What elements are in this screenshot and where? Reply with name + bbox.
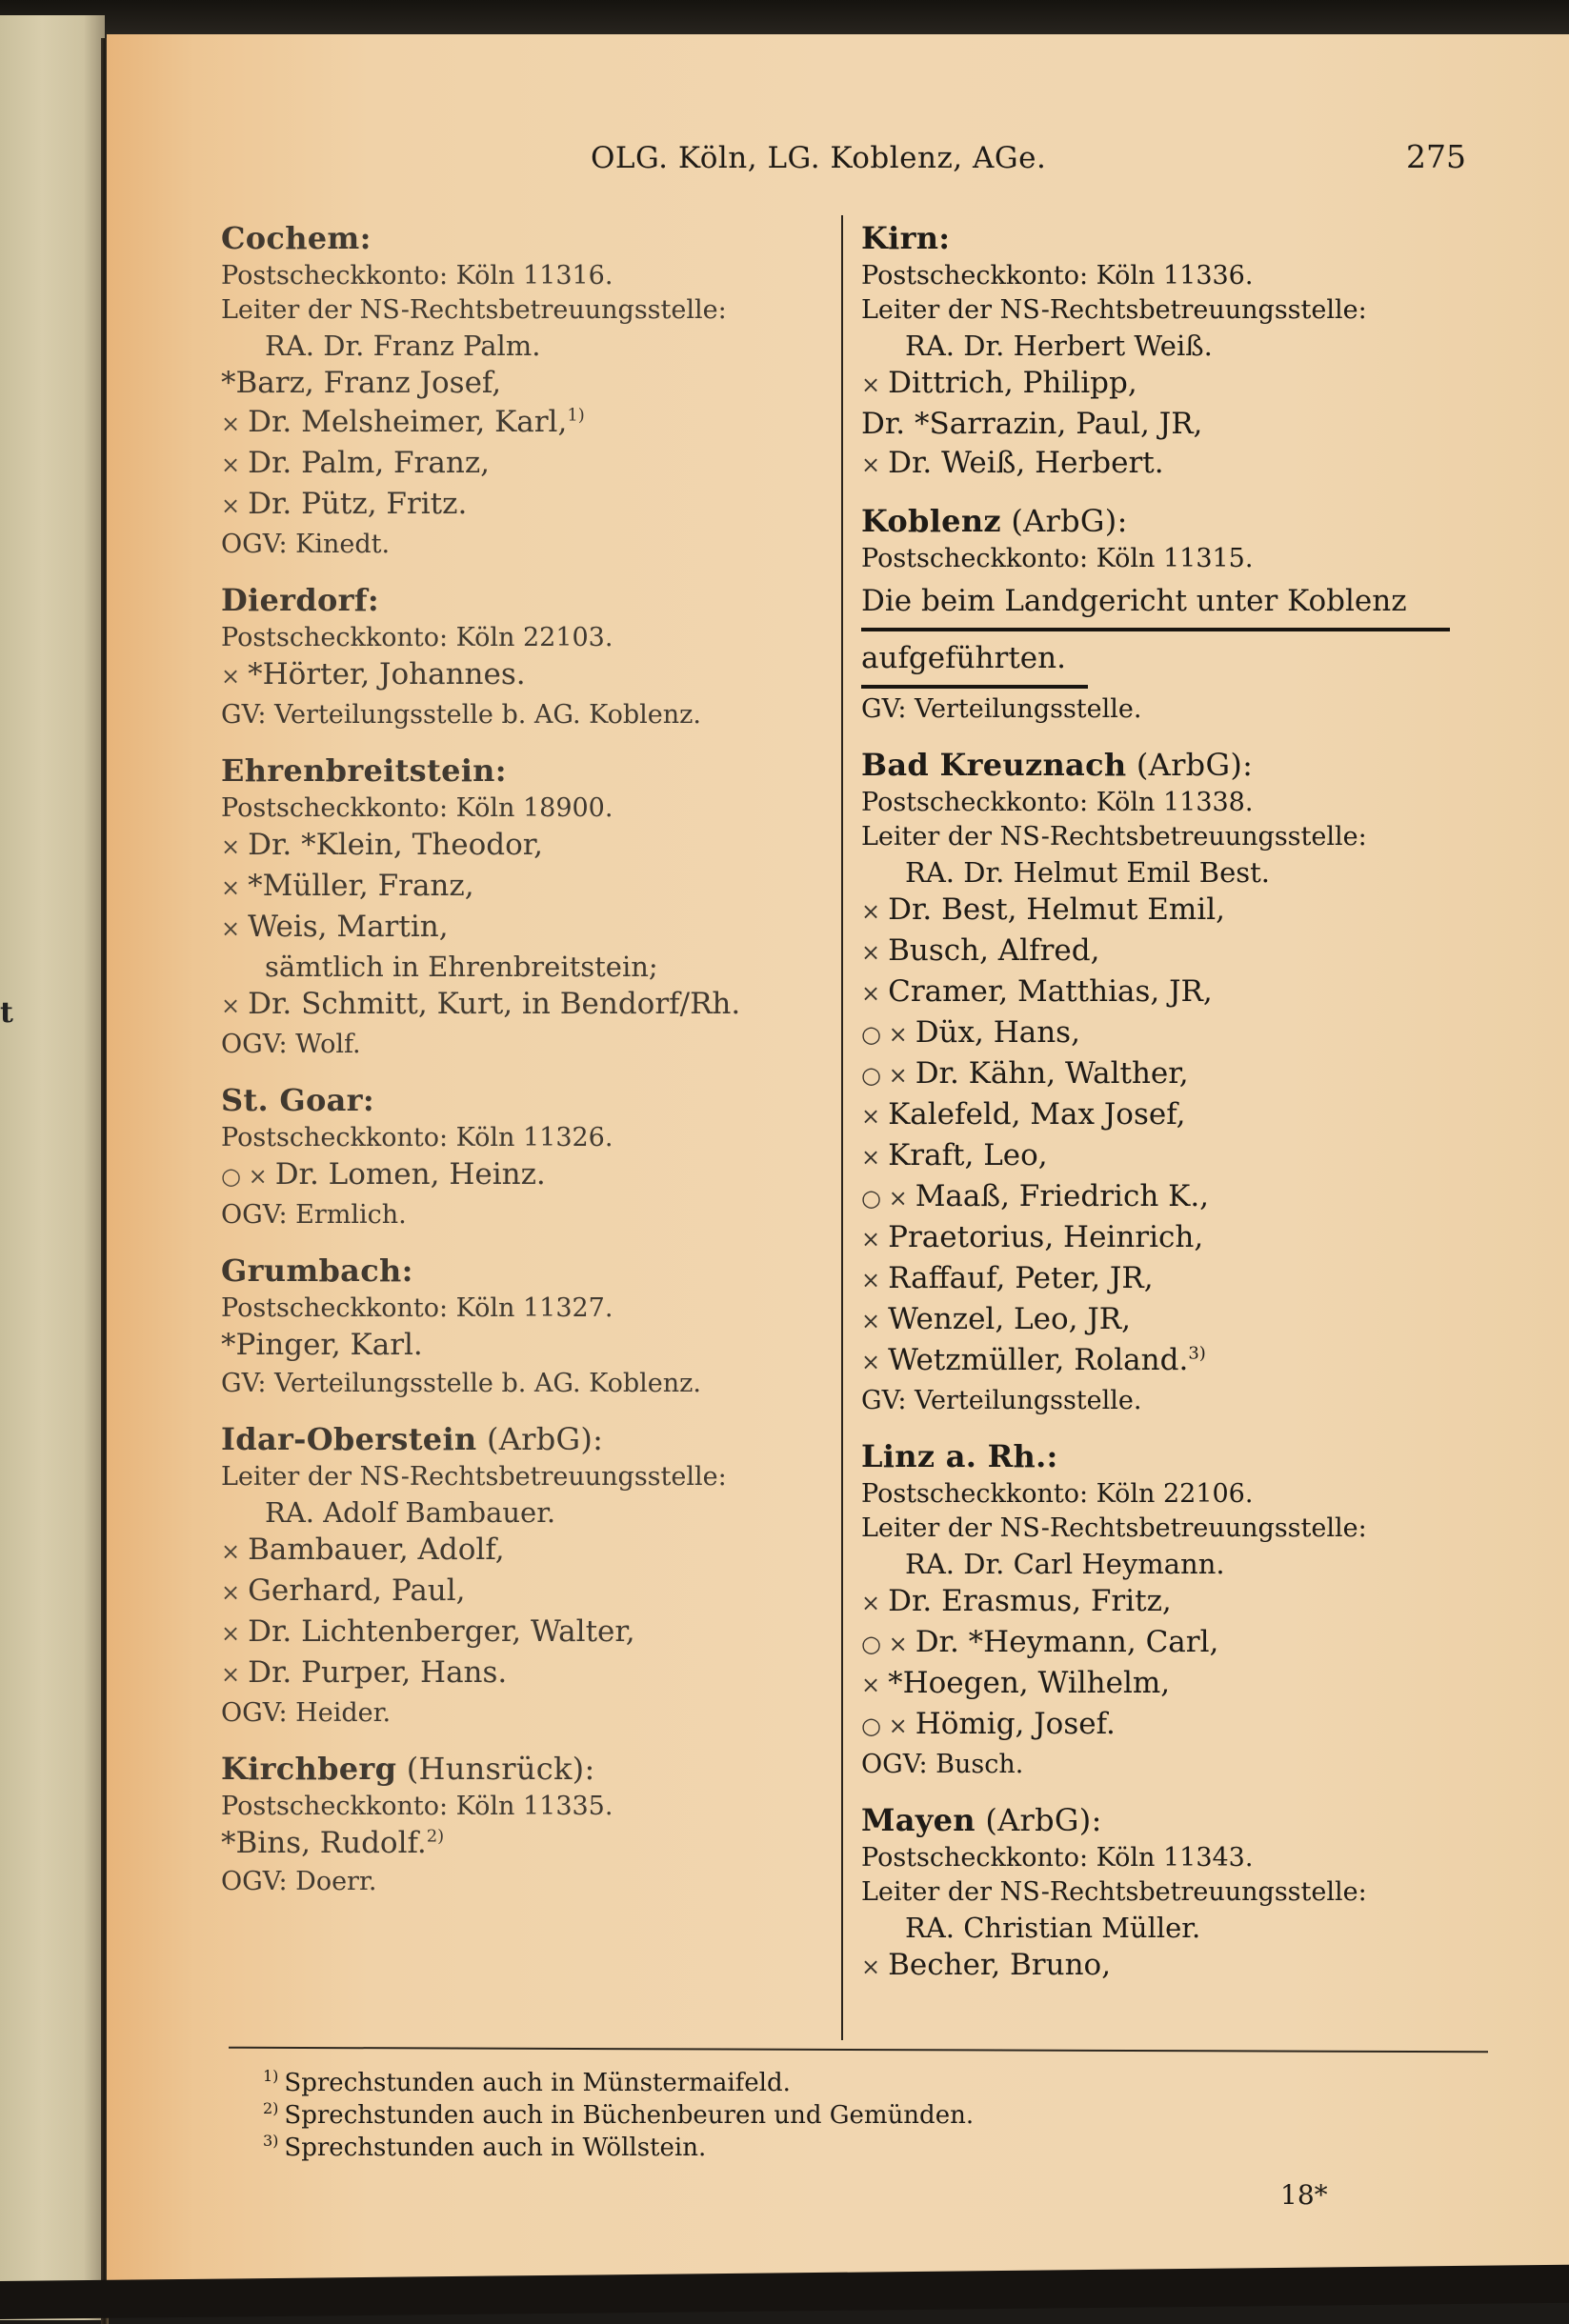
info-line: [221, 791, 831, 826]
footnote-marker: 1): [263, 2067, 279, 2086]
court-section: [221, 1418, 831, 1733]
entry-text: RA. Dr. Carl Heymann.: [905, 1548, 1225, 1580]
info-line: [221, 1292, 831, 1326]
court-section: [861, 217, 1490, 485]
lawyer-entry: [861, 1300, 1490, 1341]
court-heading: [221, 1418, 831, 1460]
lawyer-entry: [221, 1531, 831, 1572]
entry-text: Postscheckkonto: Köln 11327.: [221, 1293, 614, 1323]
court-section: [861, 1799, 1490, 1987]
lawyer-entry: [861, 364, 1490, 405]
lawyer-entry: [221, 908, 831, 949]
scan-top-shadow: [0, 0, 1569, 38]
lawyer-entry: [221, 444, 831, 485]
court-section: [221, 1079, 831, 1234]
info-line: [861, 542, 1490, 576]
footnote: [263, 2067, 974, 2099]
court-heading: [221, 1748, 831, 1790]
bailiff-note: [221, 1694, 831, 1733]
lawyer-entry: [861, 1705, 1490, 1746]
info-line: [861, 1841, 1490, 1875]
entry-text: OGV: Busch.: [861, 1750, 1024, 1779]
footnote-text: Sprechstunden auch in Münstermaifeld.: [284, 2069, 791, 2097]
entry-marker: ×: [861, 1953, 881, 1980]
entry-text: Postscheckkonto: Köln 11335.: [221, 1792, 614, 1821]
court-heading: [221, 579, 831, 621]
indented-line: [221, 949, 831, 985]
lawyer-entry: [861, 1946, 1490, 1987]
lawyer-entry: [221, 1155, 831, 1196]
entry-marker: ×: [221, 492, 241, 519]
entry-text: Raffauf, Peter, JR,: [888, 1261, 1154, 1295]
entry-text: Leiter der NS-Rechtsbetreuungsstelle:: [861, 1513, 1367, 1543]
info-line: [861, 1512, 1490, 1546]
info-line: [221, 621, 831, 655]
footnote: [263, 2099, 974, 2132]
entry-text: RA. Christian Müller.: [905, 1912, 1201, 1944]
info-line: [861, 820, 1490, 854]
court-heading: [221, 750, 831, 791]
entry-text: Kraft, Leo,: [888, 1138, 1048, 1172]
entry-marker: ×: [861, 1226, 881, 1252]
cross-reference-notice: [861, 580, 1490, 689]
entry-text: OGV: Wolf.: [221, 1030, 361, 1059]
court-heading: [861, 744, 1490, 786]
entry-text: RA. Dr. Franz Palm.: [265, 330, 541, 362]
entry-marker: ×: [221, 874, 241, 901]
lawyer-entry: [221, 1653, 831, 1694]
entry-text: Wetzmüller, Roland.: [888, 1343, 1189, 1377]
lawyer-entry: [221, 1824, 831, 1863]
entry-marker: ×: [861, 1308, 881, 1334]
indented-line: [861, 854, 1490, 891]
entry-text: Dittrich, Philipp,: [888, 366, 1137, 400]
bailiff-note: [221, 696, 831, 734]
footnote-marker: 2): [263, 2099, 279, 2118]
court-heading: [861, 217, 1490, 259]
running-head: OLG. Köln, LG. Koblenz, AGe.: [591, 141, 1047, 175]
entry-text: Postscheckkonto: Köln 11326.: [221, 1123, 614, 1152]
court-section: [861, 500, 1490, 729]
entry-marker: ×: [861, 1590, 881, 1616]
court-section: [861, 744, 1490, 1420]
entry-text: GV: Verteilungsstelle b. AG. Koblenz.: [221, 1369, 701, 1398]
entry-marker: ×: [221, 451, 241, 478]
footnote-text: Sprechstunden auch in Wöllstein.: [284, 2134, 707, 2162]
bailiff-note: [861, 1746, 1490, 1784]
entry-text: *Hörter, Johannes.: [248, 657, 526, 691]
lawyer-entry: [861, 1177, 1490, 1218]
info-line: [861, 1875, 1490, 1910]
court-section: [221, 217, 831, 564]
entry-marker: ○ ×: [861, 1631, 908, 1657]
entry-text: Leiter der NS-Rechtsbetreuungsstelle:: [221, 295, 727, 325]
lawyer-entry: [861, 1136, 1490, 1177]
entry-text: Dr. Best, Helmut Emil,: [888, 892, 1225, 927]
court-heading: [221, 217, 831, 259]
lawyer-entry: [861, 1054, 1490, 1095]
entry-text: Becher, Bruno,: [888, 1948, 1112, 1982]
lawyer-entry: [221, 403, 831, 444]
entry-marker: ×: [861, 898, 881, 925]
entry-text: OGV: Heider.: [221, 1698, 392, 1728]
court-name: Koblenz: [861, 503, 1001, 539]
entry-marker: ×: [221, 1620, 241, 1647]
entry-text: Dr. Schmitt, Kurt, in Bendorf/Rh.: [248, 987, 741, 1021]
lawyer-entry: [221, 1326, 831, 1365]
signature-mark: 18*: [1280, 2179, 1328, 2211]
entry-text: *Barz, Franz Josef,: [221, 366, 502, 400]
entry-text: OGV: Doerr.: [221, 1867, 377, 1896]
entry-text: Hömig, Josef.: [915, 1707, 1116, 1741]
indented-line: [861, 328, 1490, 364]
entry-marker: ×: [861, 371, 881, 398]
entry-text: *Hoegen, Wilhelm,: [888, 1666, 1171, 1700]
info-line: [221, 259, 831, 293]
entry-text: RA. Dr. Herbert Weiß.: [905, 330, 1213, 362]
entry-marker: ×: [861, 1672, 881, 1698]
column-divider: [841, 215, 843, 2040]
entry-text: GV: Verteilungsstelle.: [861, 1386, 1142, 1415]
entry-marker: ×: [221, 833, 241, 860]
lawyer-entry: [861, 1013, 1490, 1054]
entry-marker: ×: [861, 1144, 881, 1171]
court-qualifier: (ArbG):: [975, 1802, 1102, 1838]
right-column: [861, 217, 1490, 2002]
info-line: [221, 1460, 831, 1494]
info-line: [861, 259, 1490, 293]
entry-text: Dr. *Sarrazin, Paul, JR,: [861, 407, 1203, 441]
indented-line: [861, 1546, 1490, 1582]
lawyer-entry: [221, 1613, 831, 1653]
entry-text: Dr. Palm, Franz,: [248, 446, 491, 480]
lawyer-entry: [861, 972, 1490, 1013]
entry-marker: ×: [861, 1103, 881, 1130]
entry-text: Maaß, Friedrich K.,: [915, 1179, 1210, 1213]
entry-text: Leiter der NS-Rechtsbetreuungsstelle:: [861, 295, 1367, 325]
entry-text: OGV: Ermlich.: [221, 1200, 407, 1230]
entry-marker: ×: [221, 411, 241, 437]
lawyer-entry: [221, 364, 831, 403]
footnotes: [263, 2067, 974, 2164]
entry-text: Gerhard, Paul,: [248, 1573, 466, 1608]
entry-text: Düx, Hans,: [915, 1015, 1080, 1050]
entry-text: Dr. Purper, Hans.: [248, 1655, 508, 1690]
footnote-ref: 3): [1188, 1343, 1206, 1364]
lawyer-entry: [861, 932, 1490, 972]
entry-marker: ○ ×: [861, 1021, 908, 1048]
lawyer-entry: [861, 1095, 1490, 1136]
entry-text: Leiter der NS-Rechtsbetreuungsstelle:: [221, 1462, 727, 1492]
entry-text: Kalefeld, Max Josef,: [888, 1097, 1186, 1132]
entry-marker: ○ ×: [221, 1163, 268, 1190]
entry-text: Dr. Melsheimer, Karl,: [248, 405, 568, 439]
entry-marker: ×: [861, 451, 881, 478]
entry-text: Praetorius, Heinrich,: [888, 1220, 1204, 1254]
lawyer-entry: [861, 1582, 1490, 1623]
indented-line: [861, 1910, 1490, 1946]
bailiff-note: [221, 1365, 831, 1403]
court-heading: [861, 1435, 1490, 1477]
court-heading: [221, 1250, 831, 1292]
entry-text: Dr. Kähn, Walther,: [915, 1056, 1189, 1091]
lawyer-entry: [221, 826, 831, 867]
court-name: Bad Kreuznach: [861, 747, 1127, 783]
previous-page-fragment: t: [0, 996, 13, 1030]
court-qualifier: (Hunsrück):: [396, 1751, 595, 1787]
court-heading: [861, 1799, 1490, 1841]
entry-text: Weis, Martin,: [248, 910, 449, 944]
entry-marker: ×: [221, 663, 241, 690]
left-column: [221, 217, 831, 1916]
entry-text: Postscheckkonto: Köln 11316.: [221, 261, 614, 290]
entry-marker: ○ ×: [861, 1713, 908, 1739]
court-section: [861, 1435, 1490, 1784]
entry-text: OGV: Kinedt.: [221, 530, 391, 559]
footnote-text: Sprechstunden auch in Büchenbeuren und Gemünden.: [284, 2101, 975, 2130]
info-line: [221, 293, 831, 328]
lawyer-entry: [861, 1259, 1490, 1300]
entry-marker: ×: [221, 1661, 241, 1688]
entry-text: Postscheckkonto: Köln 11338.: [861, 788, 1254, 817]
entry-text: GV: Verteilungsstelle b. AG. Koblenz.: [221, 700, 701, 730]
info-line: [861, 1477, 1490, 1512]
entry-text: Dr. Weiß, Herbert.: [888, 446, 1164, 480]
indented-line: [221, 1494, 831, 1531]
previous-page-edge: [0, 15, 105, 2320]
entry-text: *Pinger, Karl.: [221, 1328, 423, 1362]
info-line: [861, 786, 1490, 820]
court-section: [221, 1748, 831, 1901]
entry-text: Postscheckkonto: Köln 11336.: [861, 261, 1254, 290]
entry-text: Leiter der NS-Rechtsbetreuungsstelle:: [861, 822, 1367, 851]
info-line: [221, 1121, 831, 1155]
lawyer-entry: [861, 1218, 1490, 1259]
entry-text: RA. Dr. Helmut Emil Best.: [905, 856, 1271, 889]
court-heading: [861, 500, 1490, 542]
bailiff-note: [221, 526, 831, 564]
entry-text: Dr. Pütz, Fritz.: [248, 487, 468, 521]
entry-text: Cramer, Matthias, JR,: [888, 974, 1213, 1009]
court-name: Mayen: [861, 1802, 976, 1838]
entry-text: Leiter der NS-Rechtsbetreuungsstelle:: [861, 1877, 1367, 1907]
entry-marker: ×: [861, 980, 881, 1007]
entry-marker: ×: [221, 915, 241, 942]
entry-text: Wenzel, Leo, JR,: [888, 1302, 1131, 1336]
footnote: [263, 2132, 974, 2164]
entry-marker: ○ ×: [861, 1185, 908, 1212]
entry-text: Postscheckkonto: Köln 11315.: [861, 544, 1254, 573]
entry-marker: ×: [861, 939, 881, 966]
lawyer-entry: [221, 655, 831, 696]
entry-marker: ○ ×: [861, 1062, 908, 1089]
info-line: [861, 293, 1490, 328]
entry-text: Postscheckkonto: Köln 18900.: [221, 793, 614, 823]
court-section: [221, 1250, 831, 1403]
footnote-marker: 3): [263, 2132, 279, 2151]
entry-text: GV: Verteilungsstelle.: [861, 694, 1142, 724]
info-line: [221, 1790, 831, 1824]
court-qualifier: (ArbG):: [1126, 747, 1254, 783]
footnote-ref: 1): [567, 405, 585, 426]
entry-marker: ×: [221, 1579, 241, 1606]
court-name: Dierdorf:: [221, 582, 379, 618]
entry-text: Postscheckkonto: Köln 22106.: [861, 1479, 1254, 1509]
entry-text: Dr. Lichtenberger, Walter,: [248, 1614, 635, 1649]
court-qualifier: (ArbG):: [476, 1421, 604, 1457]
entry-marker: ×: [221, 992, 241, 1019]
lawyer-entry: [861, 1623, 1490, 1664]
entry-text: Dr. *Klein, Theodor,: [248, 828, 544, 862]
entry-text: Dr. Erasmus, Fritz,: [888, 1584, 1172, 1618]
entry-text: Dr. Lomen, Heinz.: [274, 1157, 546, 1192]
entry-text: sämtlich in Ehrenbreitstein;: [265, 951, 658, 983]
entry-text: Bambauer, Adolf,: [248, 1533, 505, 1567]
entry-marker: ×: [861, 1267, 881, 1293]
entry-text: Busch, Alfred,: [888, 933, 1100, 968]
bailiff-note: [861, 1382, 1490, 1420]
entry-text: Postscheckkonto: Köln 11343.: [861, 1843, 1254, 1873]
entry-text: *Bins, Rudolf.: [221, 1826, 427, 1860]
court-name: Grumbach:: [221, 1252, 413, 1289]
notice-line-2: aufgeführten.: [861, 637, 1088, 689]
lawyer-entry: [861, 1664, 1490, 1705]
entry-text: Dr. *Heymann, Carl,: [915, 1625, 1219, 1659]
entry-text: *Müller, Franz,: [248, 869, 474, 903]
lawyer-entry: [861, 405, 1490, 444]
lawyer-entry: [221, 1572, 831, 1613]
court-qualifier: (ArbG):: [1000, 503, 1128, 539]
indented-line: [221, 328, 831, 364]
entry-marker: ×: [221, 1538, 241, 1565]
court-name: Ehrenbreitstein:: [221, 752, 507, 789]
entry-text: RA. Adolf Bambauer.: [265, 1496, 556, 1529]
entry-marker: ×: [861, 1349, 881, 1375]
lawyer-entry: [221, 867, 831, 908]
court-name: Idar-Oberstein: [221, 1421, 477, 1457]
lawyer-entry: [221, 485, 831, 526]
notice-line-1: Die beim Landgericht unter Koblenz: [861, 580, 1450, 631]
lawyer-entry: [861, 1341, 1490, 1382]
bailiff-note: [221, 1026, 831, 1064]
lawyer-entry: [861, 891, 1490, 932]
court-name: Kirchberg: [221, 1751, 397, 1787]
court-name: Linz a. Rh.:: [861, 1438, 1058, 1474]
court-name: Kirn:: [861, 220, 951, 256]
page-number: 275: [1406, 138, 1466, 175]
bailiff-note: [861, 691, 1490, 729]
court-section: [221, 750, 831, 1064]
court-name: Cochem:: [221, 220, 372, 256]
lawyer-entry: [221, 985, 831, 1026]
entry-text: Postscheckkonto: Köln 22103.: [221, 623, 614, 652]
lawyer-entry: [861, 444, 1490, 485]
court-heading: [221, 1079, 831, 1121]
court-name: St. Goar:: [221, 1082, 374, 1118]
footnote-ref: 2): [426, 1826, 445, 1847]
court-section: [221, 579, 831, 734]
bailiff-note: [221, 1196, 831, 1234]
bailiff-note: [221, 1863, 831, 1901]
